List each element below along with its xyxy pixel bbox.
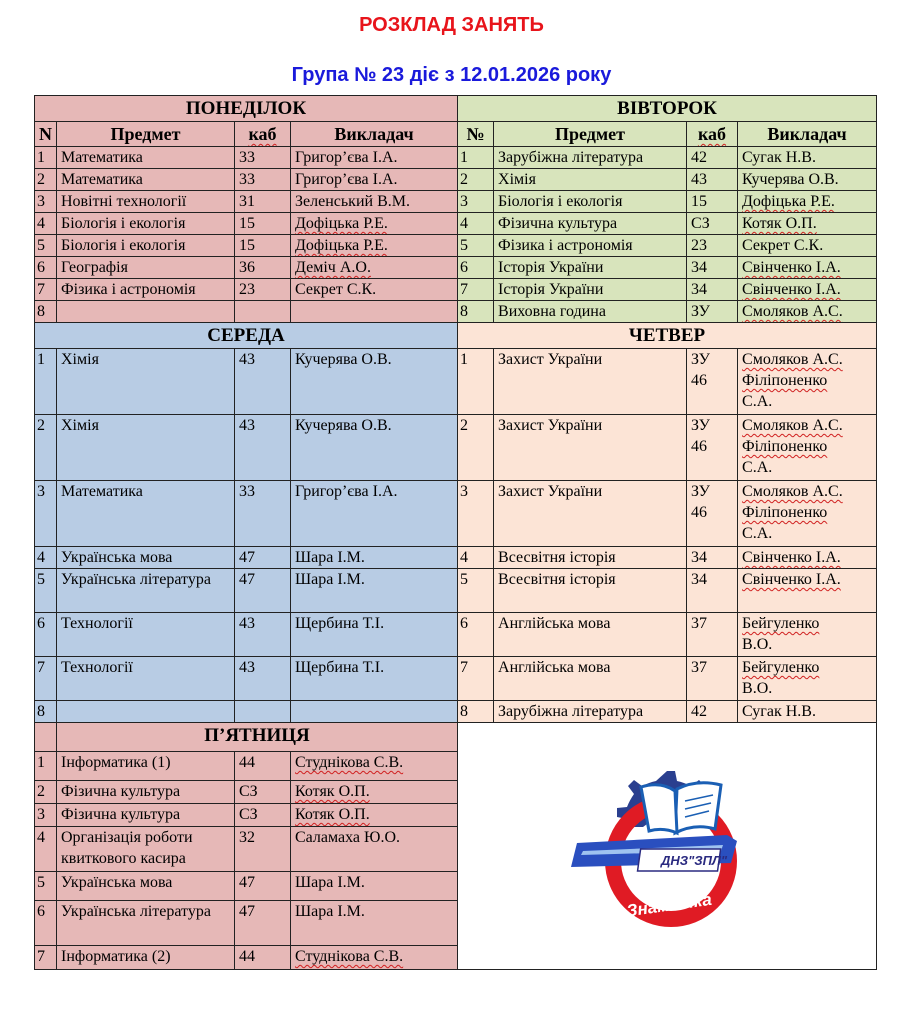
teacher-cell: Смоляков А.С. Філіпоненко С.А.	[738, 481, 877, 547]
lesson-number: 5	[458, 235, 494, 257]
lesson-number: 1	[458, 147, 494, 169]
subject-cell: Хімія	[57, 415, 235, 481]
teacher-cell: Кучерява О.В.	[291, 415, 458, 481]
teacher-cell: Щербина Т.І.	[291, 613, 458, 657]
room-cell: 43	[687, 169, 738, 191]
school-logo-icon	[557, 761, 777, 931]
room-cell: 23	[235, 279, 291, 301]
teacher-cell: Дофіцька Р.Е.	[291, 213, 458, 235]
subject-cell: Виховна година	[494, 301, 687, 323]
room-cell: 34	[687, 257, 738, 279]
col-header-room: каб	[235, 122, 291, 147]
lesson-number: 7	[35, 657, 57, 701]
table-row	[35, 213, 877, 235]
room-cell: 47	[235, 901, 291, 946]
subject-cell: Новітні технології	[57, 191, 235, 213]
col-header-room: каб	[687, 122, 738, 147]
lesson-number: 8	[35, 301, 57, 323]
room-cell: 34	[687, 569, 738, 613]
table-row	[35, 547, 877, 569]
room-cell: 44	[235, 946, 291, 970]
room-cell: 15	[235, 235, 291, 257]
teacher-cell: Григор’єва І.А.	[291, 147, 458, 169]
teacher-cell: Шара І.М.	[291, 569, 458, 613]
room-cell	[235, 701, 291, 723]
lesson-number: 8	[458, 301, 494, 323]
lesson-number: 3	[35, 481, 57, 547]
subject-cell: Зарубіжна література	[494, 701, 687, 723]
room-cell: 15	[687, 191, 738, 213]
lesson-number: 4	[458, 547, 494, 569]
lesson-number: 3	[458, 191, 494, 213]
subject-cell: Всесвітня історія	[494, 569, 687, 613]
teacher-cell: Свінченко І.А.	[738, 257, 877, 279]
teacher-cell: Секрет С.К.	[291, 279, 458, 301]
room-cell: 31	[235, 191, 291, 213]
table-row	[35, 657, 877, 701]
subject-cell: Математика	[57, 481, 235, 547]
subject-cell: Фізична культура	[57, 781, 235, 804]
lesson-number: 7	[35, 279, 57, 301]
teacher-cell: Смоляков А.С.	[738, 301, 877, 323]
lesson-number: 4	[458, 213, 494, 235]
subject-cell: Фізична культура	[57, 804, 235, 827]
room-cell: СЗ	[235, 781, 291, 804]
col-header-num: №	[458, 122, 494, 147]
subject-cell: Інформатика (1)	[57, 752, 235, 781]
lesson-number: 5	[458, 569, 494, 613]
subject-cell: Біологія і екологія	[494, 191, 687, 213]
room-cell: 15	[235, 213, 291, 235]
lesson-number: 2	[35, 415, 57, 481]
lesson-number: 2	[458, 415, 494, 481]
subject-cell: Фізика і астрономія	[57, 279, 235, 301]
subject-cell: Українська мова	[57, 547, 235, 569]
subject-cell: Хімія	[57, 349, 235, 415]
subject-cell: Математика	[57, 169, 235, 191]
subject-cell: Технології	[57, 613, 235, 657]
lesson-number: 6	[35, 257, 57, 279]
teacher-cell: Зеленський В.М.	[291, 191, 458, 213]
day-header-tuesday: ВІВТОРОК	[458, 96, 877, 122]
col-header-teacher: Викладач	[738, 122, 877, 147]
teacher-cell: Григор’єва І.А.	[291, 169, 458, 191]
table-row	[35, 257, 877, 279]
table-row	[35, 569, 877, 613]
lesson-number: 4	[35, 827, 57, 872]
room-cell: 23	[687, 235, 738, 257]
lesson-number: 6	[35, 613, 57, 657]
room-cell: 47	[235, 872, 291, 901]
group-subtitle: Група № 23 діє з 12.01.2026 року	[291, 64, 612, 86]
teacher-cell: Студнікова С.В.	[291, 752, 458, 781]
svg-text:Знам'янка: Знам'янка	[625, 889, 713, 921]
subject-cell: Всесвітня історія	[494, 547, 687, 569]
lesson-number: 4	[35, 213, 57, 235]
subject-cell: Українська література	[57, 901, 235, 946]
room-cell: 37	[687, 657, 738, 701]
lesson-number: 8	[35, 701, 57, 723]
room-cell: 36	[235, 257, 291, 279]
teacher-cell	[291, 301, 458, 323]
lesson-number: 7	[35, 946, 57, 970]
teacher-cell: Котяк О.П.	[291, 781, 458, 804]
table-row	[35, 191, 877, 213]
table-row	[35, 481, 877, 547]
subject-cell: Українська мова	[57, 872, 235, 901]
room-cell: СЗ	[687, 213, 738, 235]
lesson-number: 6	[35, 901, 57, 946]
subject-cell	[57, 701, 235, 723]
page-title: РОЗКЛАД ЗАНЯТЬ	[359, 14, 544, 36]
teacher-cell: Студнікова С.В.	[291, 946, 458, 970]
room-cell: 42	[687, 701, 738, 723]
teacher-cell: Щербина Т.І.	[291, 657, 458, 701]
room-cell: 34	[687, 547, 738, 569]
subject-cell: Історія України	[494, 257, 687, 279]
table-row	[35, 169, 877, 191]
school-logo	[458, 723, 877, 970]
teacher-cell: Саламаха Ю.О.	[291, 827, 458, 872]
teacher-cell: Смоляков А.С. Філіпоненко С.А.	[738, 415, 877, 481]
room-cell: ЗУ	[687, 301, 738, 323]
room-cell: ЗУ 46	[687, 481, 738, 547]
day-header-thursday: ЧЕТВЕР	[458, 323, 877, 349]
room-cell: 47	[235, 569, 291, 613]
teacher-cell: Секрет С.К.	[738, 235, 877, 257]
room-cell: 43	[235, 657, 291, 701]
lesson-number: 1	[35, 147, 57, 169]
teacher-cell: Кучерява О.В.	[738, 169, 877, 191]
subject-cell: Математика	[57, 147, 235, 169]
lesson-number: 3	[35, 191, 57, 213]
day-header-friday: П’ЯТНИЦЯ	[57, 723, 458, 752]
teacher-cell: Котяк О.П.	[291, 804, 458, 827]
friday-header-spacer	[35, 723, 57, 752]
subject-cell: Захист України	[494, 481, 687, 547]
lesson-number: 3	[35, 804, 57, 827]
room-cell: ЗУ 46	[687, 415, 738, 481]
col-header-num: N	[35, 122, 57, 147]
day-header-monday: ПОНЕДІЛОК	[35, 96, 458, 122]
teacher-cell: Шара І.М.	[291, 872, 458, 901]
room-cell: 33	[235, 169, 291, 191]
lesson-number: 6	[458, 257, 494, 279]
room-cell: 43	[235, 613, 291, 657]
subject-cell: Фізична культура	[494, 213, 687, 235]
room-cell: 34	[687, 279, 738, 301]
teacher-cell: Бейгуленко В.О.	[738, 657, 877, 701]
room-cell: 47	[235, 547, 291, 569]
lesson-number: 5	[35, 872, 57, 901]
lesson-number: 4	[35, 547, 57, 569]
table-row	[35, 279, 877, 301]
lesson-number: 7	[458, 279, 494, 301]
subject-cell: Історія України	[494, 279, 687, 301]
teacher-cell: Деміч А.О.	[291, 257, 458, 279]
subject-cell: Хімія	[494, 169, 687, 191]
table-row	[35, 235, 877, 257]
teacher-cell: Сугак Н.В.	[738, 701, 877, 723]
subject-cell: Організація роботи квиткового касира	[57, 827, 235, 872]
table-row	[35, 349, 877, 415]
table-row	[35, 147, 877, 169]
table-row	[35, 301, 877, 323]
lesson-number: 8	[458, 701, 494, 723]
subject-cell: Технології	[57, 657, 235, 701]
subject-cell: Захист України	[494, 349, 687, 415]
subject-cell: Англійська мова	[494, 613, 687, 657]
lesson-number: 6	[458, 613, 494, 657]
teacher-cell	[291, 701, 458, 723]
lesson-number: 1	[35, 752, 57, 781]
subject-cell: Захист України	[494, 415, 687, 481]
lesson-number: 7	[458, 657, 494, 701]
lesson-number: 5	[35, 235, 57, 257]
lesson-number: 2	[458, 169, 494, 191]
room-cell: ЗУ 46	[687, 349, 738, 415]
teacher-cell: Котяк О.П.	[738, 213, 877, 235]
room-cell: 44	[235, 752, 291, 781]
subject-cell: Географія	[57, 257, 235, 279]
teacher-cell: Дофіцька Р.Е.	[738, 191, 877, 213]
subject-cell: Англійська мова	[494, 657, 687, 701]
col-header-teacher: Викладач	[291, 122, 458, 147]
room-cell: 33	[235, 481, 291, 547]
teacher-cell: Бейгуленко В.О.	[738, 613, 877, 657]
teacher-cell: Смоляков А.С. Філіпоненко С.А.	[738, 349, 877, 415]
subject-cell	[57, 301, 235, 323]
subject-cell: Фізика і астрономія	[494, 235, 687, 257]
teacher-cell: Свінченко І.А.	[738, 547, 877, 569]
table-row	[35, 701, 877, 723]
teacher-cell: Кучерява О.В.	[291, 349, 458, 415]
col-header-subject: Предмет	[57, 122, 235, 147]
subject-cell: Біологія і екологія	[57, 235, 235, 257]
room-cell: 33	[235, 147, 291, 169]
teacher-cell: Шара І.М.	[291, 901, 458, 946]
svg-text:ДНЗ"ЗПЛ": ДНЗ"ЗПЛ"	[661, 853, 728, 868]
teacher-cell: Шара І.М.	[291, 547, 458, 569]
subject-cell: Біологія і екологія	[57, 213, 235, 235]
day-header-wednesday: СЕРЕДА	[35, 323, 458, 349]
subject-cell: Інформатика (2)	[57, 946, 235, 970]
lesson-number: 1	[35, 349, 57, 415]
lesson-number: 5	[35, 569, 57, 613]
lesson-number: 3	[458, 481, 494, 547]
subject-cell: Українська література	[57, 569, 235, 613]
teacher-cell: Григор’єва І.А.	[291, 481, 458, 547]
lesson-number: 2	[35, 781, 57, 804]
lesson-number: 2	[35, 169, 57, 191]
lesson-number: 1	[458, 349, 494, 415]
teacher-cell: Свінченко І.А.	[738, 279, 877, 301]
room-cell: 37	[687, 613, 738, 657]
schedule-table	[34, 95, 877, 970]
room-cell: СЗ	[235, 804, 291, 827]
teacher-cell: Дофіцька Р.Е.	[291, 235, 458, 257]
teacher-cell: Свінченко І.А.	[738, 569, 877, 613]
room-cell: 42	[687, 147, 738, 169]
teacher-cell: Сугак Н.В.	[738, 147, 877, 169]
table-row	[35, 415, 877, 481]
room-cell	[235, 301, 291, 323]
table-row	[35, 613, 877, 657]
subject-cell: Зарубіжна література	[494, 147, 687, 169]
room-cell: 32	[235, 827, 291, 872]
col-header-subject: Предмет	[494, 122, 687, 147]
room-cell: 43	[235, 415, 291, 481]
room-cell: 43	[235, 349, 291, 415]
